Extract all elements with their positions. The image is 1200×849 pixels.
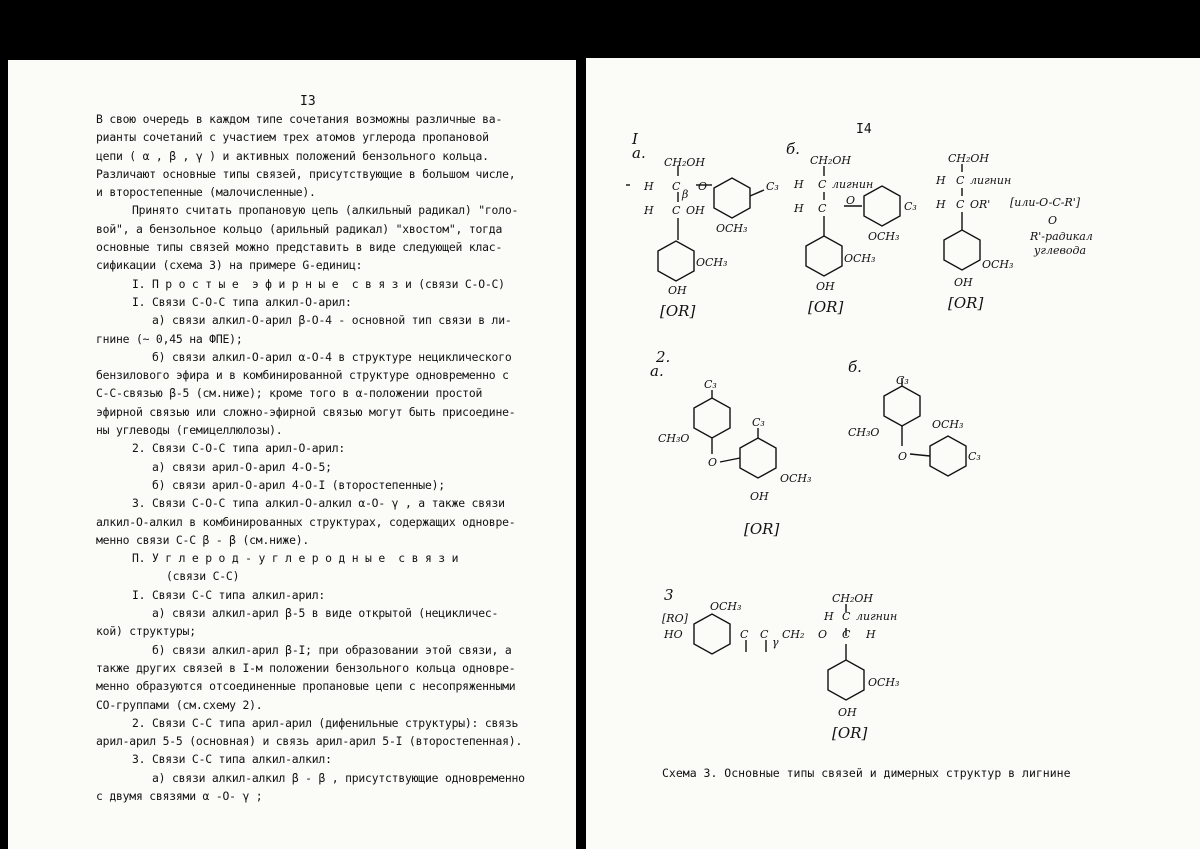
scheme-1-number: I xyxy=(632,130,638,148)
text-line: С-С-связью β-5 (см.ниже); кроме того в α-положении простой xyxy=(96,386,483,401)
text-line: ны углеводы (гемицеллюлозы). xyxy=(96,423,283,438)
label: CH₂OH xyxy=(810,154,852,167)
label: [OR] xyxy=(744,520,780,538)
ring-1b-right xyxy=(864,186,900,226)
text-line: 2. Связи С-О-С типа арил-О-арил: xyxy=(132,441,346,456)
label: OH xyxy=(954,276,973,289)
label: O xyxy=(818,628,828,641)
label: лигнин xyxy=(832,178,874,191)
text-line: I. П р о с т ы е э ф и р н ы е с в я з и (связи С-О-С) xyxy=(132,276,505,291)
text-line: менно связи С-С β - β (см.ниже). xyxy=(96,532,310,547)
label: R'-радикал xyxy=(1030,230,1093,243)
left-text-body xyxy=(96,110,566,805)
ring-2b-bottom xyxy=(930,436,966,476)
ring-1c-bottom xyxy=(944,230,980,270)
ring-1b-bottom xyxy=(806,236,842,276)
label: CH₃O xyxy=(658,432,690,445)
label: O xyxy=(708,456,718,469)
scheme-3-number: 3 xyxy=(664,586,674,604)
label: C xyxy=(740,628,749,641)
label: OCH₃ xyxy=(716,222,748,235)
text-line: СО-группами (см.схему 2). xyxy=(96,697,263,712)
ring-2b-top xyxy=(884,386,920,426)
label: C xyxy=(672,180,681,193)
label: O xyxy=(898,450,908,463)
label: лигнин xyxy=(856,610,898,623)
right-page xyxy=(586,58,1200,849)
label: H xyxy=(936,174,946,187)
label: H xyxy=(794,178,804,191)
label: C xyxy=(842,628,851,641)
label: OCH₃ xyxy=(696,256,728,269)
label: H xyxy=(644,204,654,217)
ring-2a-bottom xyxy=(740,438,776,478)
text-line: б) связи алкил-арил β-I; при образовании этой связи, а xyxy=(152,642,512,657)
label: OH xyxy=(838,706,857,719)
label: [OR] xyxy=(948,294,984,312)
label: H xyxy=(866,628,876,641)
label: лигнин xyxy=(970,174,1012,187)
text-line: 3. Связи С-О-С типа алкил-О-алкил α-О- γ , а также связи xyxy=(132,496,505,511)
label: C xyxy=(956,174,965,187)
label: CH₂OH xyxy=(832,592,874,605)
text-line: I. Связи С-С типа алкил-арил: xyxy=(132,587,326,602)
text-line: эфирной связью или сложно-эфирной связью могут быть присоедине- xyxy=(96,404,516,419)
label: OCH₃ xyxy=(932,418,964,431)
scheme-2b-label: б. xyxy=(848,358,862,376)
label: OH xyxy=(668,284,687,297)
label: C xyxy=(818,178,827,191)
text-line: а) связи алкил-алкил β - β , присутствующие одновременно xyxy=(152,770,525,785)
text-line: с двумя связями α -О- γ ; xyxy=(96,788,263,803)
label: OCH₃ xyxy=(982,258,1014,271)
label: [OR] xyxy=(660,302,696,320)
label: [или-O-C-R'] xyxy=(1010,196,1081,209)
text-line: гнине (~ 0,45 на ФПЕ); xyxy=(96,331,243,346)
text-line: а) связи алкил-О-арил β-О-4 - основной тип связи в ли- xyxy=(152,313,512,328)
label: H xyxy=(936,198,946,211)
label: CH₂ xyxy=(782,628,805,641)
scheme-caption: Схема 3. Основные типы связей и димерных структур в лигнине xyxy=(662,766,1071,780)
label: OCH₃ xyxy=(844,252,876,265)
label: C xyxy=(672,204,681,217)
label: C xyxy=(956,198,965,211)
label: CH₂OH xyxy=(948,152,990,165)
text-line: Принято считать пропановую цепь (алкильный радикал) "голо- xyxy=(132,203,519,218)
text-line: алкил-О-алкил в комбинированных структурах, содержащих одновре- xyxy=(96,514,516,529)
reaction-scheme xyxy=(586,58,1200,758)
label: H xyxy=(794,202,804,215)
label: CH₃O xyxy=(848,426,880,439)
label: C₃ xyxy=(704,378,717,391)
text-line: П. У г л е р о д - у г л е р о д н ы е с в я з и xyxy=(132,551,459,566)
scheme-1b-label: б. xyxy=(786,140,800,158)
ring-3-bottom xyxy=(828,660,864,700)
ring-1a-bottom xyxy=(658,241,694,281)
label: OH xyxy=(686,204,705,217)
text-line: I. Связи С-О-С типа алкил-О-арил: xyxy=(132,294,352,309)
label: OCH₃ xyxy=(780,472,812,485)
scheme-1a-label: а. xyxy=(632,144,646,162)
label: γ xyxy=(772,636,779,649)
page-number-right: I4 xyxy=(856,122,872,137)
label: OCH₃ xyxy=(710,600,742,613)
text-line: и второстепенные (малочисленные). xyxy=(96,185,316,200)
label: [RO] xyxy=(662,612,688,625)
label: OCH₃ xyxy=(868,676,900,689)
text-line: В свою очередь в каждом типе сочетания возможны различные ва- xyxy=(96,112,503,126)
text-line: менно образуются отсоединенные пропановые цепи с несопряженными xyxy=(96,679,516,694)
label: C₃ xyxy=(968,450,981,463)
label: O xyxy=(698,180,708,193)
label: [OR] xyxy=(832,724,868,742)
scheme-2a-label: а. xyxy=(650,362,664,380)
text-line: а) связи алкил-арил β-5 в виде открытой (нецикличес- xyxy=(152,606,499,621)
left-page xyxy=(8,60,576,849)
text-line: бензилового эфира и в комбинированной структуре одновременно с xyxy=(96,368,509,383)
ring-1a-top xyxy=(714,178,750,218)
label: C₃ xyxy=(752,416,765,429)
label: C xyxy=(842,610,851,623)
label: C₃ xyxy=(904,200,917,213)
label: [OR] xyxy=(808,298,844,316)
text-line: основные типы связей можно представить в виде следующей клас- xyxy=(96,240,503,255)
text-line: Различают основные типы связей, присутствующие в большом числе, xyxy=(96,166,516,181)
text-line: б) связи алкил-О-арил α-О-4 в структуре нециклического xyxy=(152,349,512,364)
text-line: арил-арил 5-5 (основная) и связь арил-арил 5-I (второстепенная). xyxy=(96,734,523,749)
label: C xyxy=(818,202,827,215)
text-line: сификации (схема 3) на примере G-единиц: xyxy=(96,258,363,273)
text-line: (связи С-С) xyxy=(166,569,240,584)
label: C xyxy=(760,628,769,641)
text-line: вой", а бензольное кольцо (арильный радикал) "хвостом", тогда xyxy=(96,221,503,236)
text-line: цепи ( α , β , γ ) и активных положений бензольного кольца. xyxy=(96,148,489,163)
label: C₃ xyxy=(896,374,909,387)
text-line: также других связей в I-м положении бензольного кольца одновре- xyxy=(96,660,516,675)
label: HO xyxy=(664,628,683,641)
label: H xyxy=(644,180,654,193)
text-line: б) связи арил-О-арил 4-О-I (второстепенные); xyxy=(152,477,445,492)
ring-3-left xyxy=(694,614,730,654)
text-line: кой) структуры; xyxy=(96,624,196,639)
label: CH₂OH xyxy=(664,156,706,169)
label: O xyxy=(846,194,856,207)
label: углевода xyxy=(1034,244,1087,257)
label: O xyxy=(1048,214,1058,227)
text-line: 2. Связи С-С типа арил-арил (дифенильные структуры): связь xyxy=(132,715,519,730)
page-number-left: I3 xyxy=(300,94,316,109)
label: C₃ xyxy=(766,180,779,193)
label: OH xyxy=(750,490,769,503)
text-line: а) связи арил-О-арил 4-О-5; xyxy=(152,459,332,474)
label: OR' xyxy=(970,198,991,211)
text-line: 3. Связи С-С типа алкил-алкил: xyxy=(132,752,332,767)
scheme-2-number: 2. xyxy=(656,348,671,366)
ring-2a-top xyxy=(694,398,730,438)
label: OH xyxy=(816,280,835,293)
label: OCH₃ xyxy=(868,230,900,243)
text-line: рианты сочетаний с участием трех атомов углерода пропановой xyxy=(96,130,489,145)
label: β xyxy=(682,188,689,201)
label: H xyxy=(824,610,834,623)
